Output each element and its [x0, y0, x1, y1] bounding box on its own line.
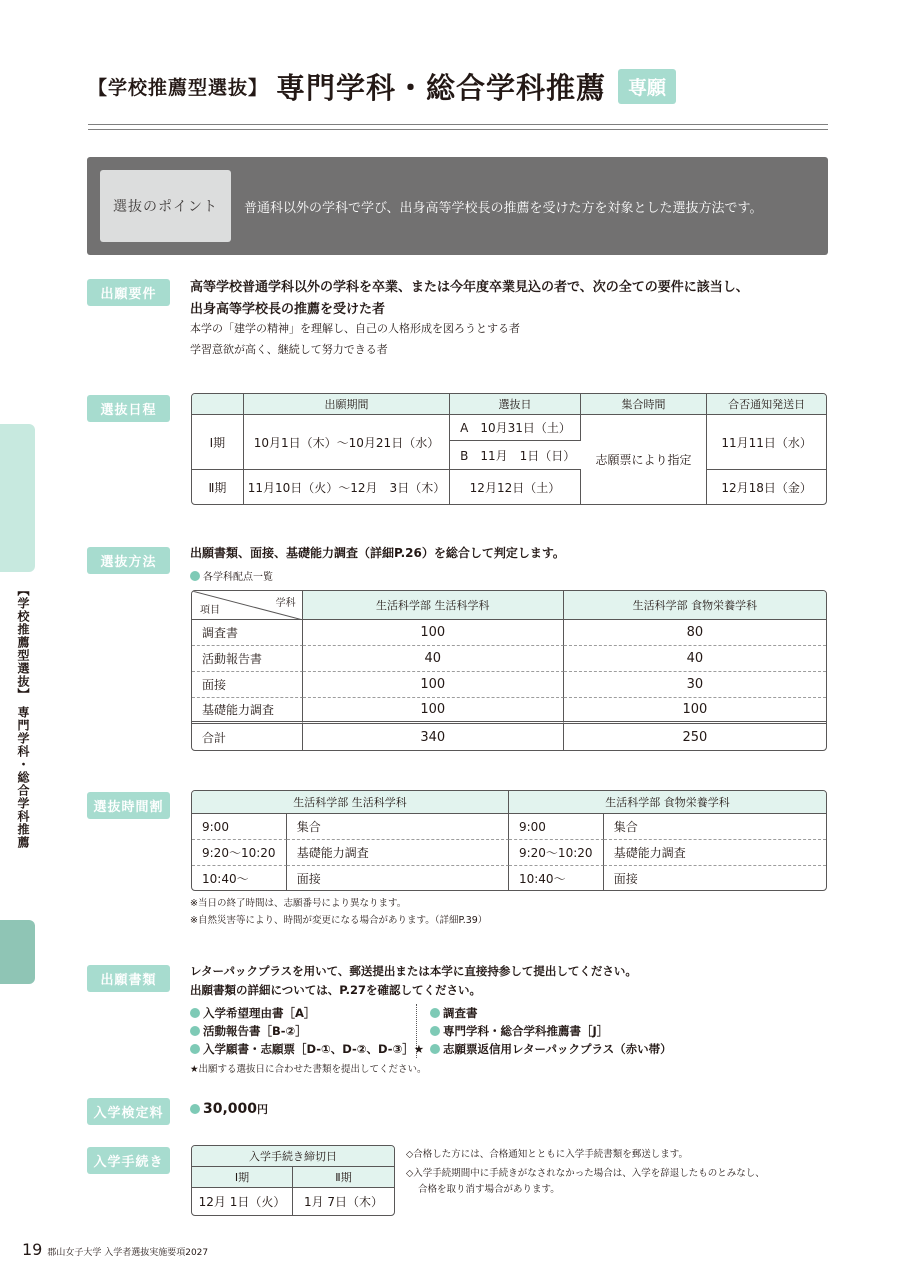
doc-item: [430, 1005, 478, 1021]
documents-line2: 出願書類の詳細については、P.27を確認してください。: [190, 983, 481, 997]
doc-item: [190, 1005, 315, 1021]
enrollment-header: 入学手続き締切日: [192, 1146, 394, 1167]
method-subheading-text: 各学科配点一覧: [203, 572, 273, 583]
assembly-time: 志願票により指定: [581, 415, 708, 504]
enrollment-note2a: ◇入学手続期間中に手続きがなされなかった場合は、入学を辞退したものとみなし、: [406, 1168, 765, 1179]
doc-item-text: 専門学科・総合学科推薦書［J］: [443, 1024, 609, 1038]
score-b: 30: [564, 672, 826, 698]
term2-date: 12月12日（土）: [450, 470, 581, 504]
schedule-header-blank: [192, 394, 244, 415]
score-corner-cell: [192, 591, 303, 620]
doc-item: [190, 1041, 424, 1057]
score-a: 100: [303, 698, 564, 724]
score-total-b: 250: [682, 729, 708, 745]
title-rule-top: [88, 124, 828, 125]
side-vertical-title: 【学校推薦型選抜】 専門学科・総合学科推薦: [16, 584, 30, 850]
documents-note: ★出願する選抜日に合わせた書類を提出してください。: [190, 1064, 427, 1075]
bullet-dot-icon: [190, 1026, 200, 1036]
timetable-task: 面接: [613, 871, 638, 886]
doc-item-text: 活動報告書［B-②］: [203, 1024, 307, 1038]
side-tab-dark: [0, 920, 35, 984]
timetable-task: 基礎能力調査: [604, 840, 826, 866]
score-item: 基礎能力調査: [192, 698, 303, 724]
bullet-dot-icon: [190, 571, 200, 581]
method-subheading: [190, 568, 273, 583]
schedule-header-assembly: 集合時間: [581, 394, 708, 415]
enrollment-term2: Ⅱ期: [293, 1167, 394, 1188]
timetable-time: 9:00: [192, 814, 287, 840]
bullet-dot-icon: [430, 1008, 440, 1018]
timetable-time: 10:40～: [509, 866, 604, 890]
enrollment-note1: ◇合格した方には、合格通知とともに入学手続書類を郵送します。: [406, 1149, 689, 1160]
timetable-time: 9:20～10:20: [192, 840, 287, 866]
method-text: 出願書類、面接、基礎能力調査（詳細P.26）を総合して判定します。: [190, 546, 565, 560]
doc-item-text: 入学希望理由書［A］: [203, 1006, 316, 1020]
enrollment-table: [191, 1145, 395, 1216]
score-b: 40: [564, 646, 826, 672]
enrollment-term1: Ⅰ期: [192, 1167, 293, 1188]
timetable-col-a: 生活科学部 生活科学科: [192, 791, 509, 814]
requirements-label: 出願要件: [87, 279, 170, 306]
timetable-task: 面接: [287, 866, 509, 890]
timetable-col-b: 生活科学部 食物栄養学科: [509, 791, 826, 814]
schedule-header-period: 出願期間: [244, 394, 450, 415]
enrollment-label: 入学手続き: [87, 1147, 170, 1174]
documents-divider: [416, 1004, 417, 1058]
enrollment-date1: 12月 1日（火）: [192, 1188, 293, 1215]
bullet-dot-icon: [190, 1044, 200, 1054]
score-total-a: 340: [303, 724, 564, 750]
fee-amount: [190, 1101, 268, 1117]
timetable-time: 9:20～10:20: [509, 840, 604, 866]
requirements-line2: 出身高等学校長の推薦を受けた者: [190, 302, 386, 317]
timetable-time: 9:00: [509, 814, 604, 840]
score-item: 活動報告書: [192, 646, 303, 672]
footer-text: 郡山女子大学 入学者選抜実施要項2027: [47, 1248, 209, 1258]
term2-period: 11月10日（火）～12月 3日（木）: [244, 470, 450, 504]
schedule-table: [191, 393, 827, 505]
score-b: 80: [564, 620, 826, 646]
term2-label: Ⅱ期: [192, 470, 244, 504]
doc-item-text: 志願票返信用レターパックプラス（赤い帯）: [443, 1042, 672, 1056]
timetable-task: 集合: [604, 814, 826, 840]
bullet-dot-icon: [190, 1104, 200, 1114]
timetable-table: [191, 790, 827, 891]
senkan-badge: 専願: [618, 69, 676, 104]
timetable-time: 10:40～: [192, 866, 287, 890]
page-title: [88, 66, 676, 106]
title-bracket: 【学校推薦型選抜】: [88, 76, 269, 99]
term1-period: 10月1日（木）～10月21日（水）: [244, 415, 450, 470]
documents-line1: レターパックプラスを用いて、郵送提出または本学に直接持参して提出してください。: [190, 964, 637, 978]
doc-item-text: 入学願書・志願票［D-①、D-②、D-③］★: [203, 1042, 425, 1056]
doc-item-text: 調査書: [443, 1006, 478, 1020]
requirements-line1: 高等学校普通学科以外の学科を卒業、または今年度卒業見込の者で、次の全ての要件に該当し、: [190, 280, 749, 295]
timetable-note2: ※自然災害等により、時間が変更になる場合があります。（詳細P.39）: [190, 915, 488, 926]
timetable-task: 集合: [287, 814, 509, 840]
score-item: 面接: [192, 672, 303, 698]
selection-point-label: 選抜のポイント: [100, 170, 231, 242]
term1-notice: 11月11日（水）: [707, 415, 826, 470]
timetable-task: 基礎能力調査: [287, 840, 509, 866]
bullet-dot-icon: [430, 1044, 440, 1054]
method-label: 選抜方法: [87, 547, 170, 574]
enrollment-date2: 1月 7日（木）: [303, 1195, 384, 1209]
timetable-note1: ※当日の終了時間は、志願番号により異なります。: [190, 898, 407, 909]
schedule-label: 選抜日程: [87, 395, 170, 422]
score-total-item: 合計: [192, 724, 303, 750]
selection-point-text: 普通科以外の学科で学び、出身高等学校長の推薦を受けた方を対象とした選抜方法です。: [244, 201, 763, 216]
page-footer: [22, 1240, 208, 1259]
bullet-dot-icon: [430, 1026, 440, 1036]
fee-label: 入学検定料: [87, 1098, 170, 1125]
score-b: 100: [564, 698, 826, 724]
documents-label: 出願書類: [87, 965, 170, 992]
corner-top: 学科: [275, 598, 296, 609]
score-col-a: 生活科学部 生活科学科: [303, 591, 564, 620]
score-a: 100: [303, 672, 564, 698]
doc-item: [190, 1023, 307, 1039]
term1-label: Ⅰ期: [192, 415, 244, 470]
fee-amount-value: 30,000: [203, 1101, 258, 1117]
term1-date-a: A 10月31日（土）: [450, 415, 581, 441]
title-rule-bottom: [88, 129, 828, 130]
score-a: 40: [303, 646, 564, 672]
bullet-dot-icon: [190, 1008, 200, 1018]
side-tab-light: [0, 424, 35, 572]
score-table: [191, 590, 827, 751]
requirements-line4: 学習意欲が高く、継続して努力できる者: [190, 343, 388, 356]
score-a: 100: [303, 620, 564, 646]
enrollment-note2b: 合格を取り消す場合があります。: [418, 1184, 560, 1195]
timetable-label: 選抜時間割: [87, 792, 170, 819]
score-item: 調査書: [192, 620, 303, 646]
requirements-line3: 本学の「建学の精神」を理解し、自己の人格形成を図ろうとする者: [190, 322, 520, 335]
corner-bottom: 項目: [200, 605, 220, 616]
term1-date-b: B 11月 1日（日）: [450, 441, 581, 470]
doc-item: [430, 1023, 608, 1039]
doc-item: [430, 1041, 672, 1057]
selection-point-box: [87, 157, 828, 255]
schedule-header-date: 選抜日: [450, 394, 581, 415]
score-col-b: 生活科学部 食物栄養学科: [564, 591, 826, 620]
fee-unit: 円: [257, 1103, 269, 1116]
term2-notice: 12月18日（金）: [721, 480, 812, 495]
title-main: 専門学科・総合学科推薦: [276, 70, 607, 105]
page-number: 19: [22, 1240, 43, 1259]
schedule-header-notice: 合否通知発送日: [707, 394, 826, 415]
